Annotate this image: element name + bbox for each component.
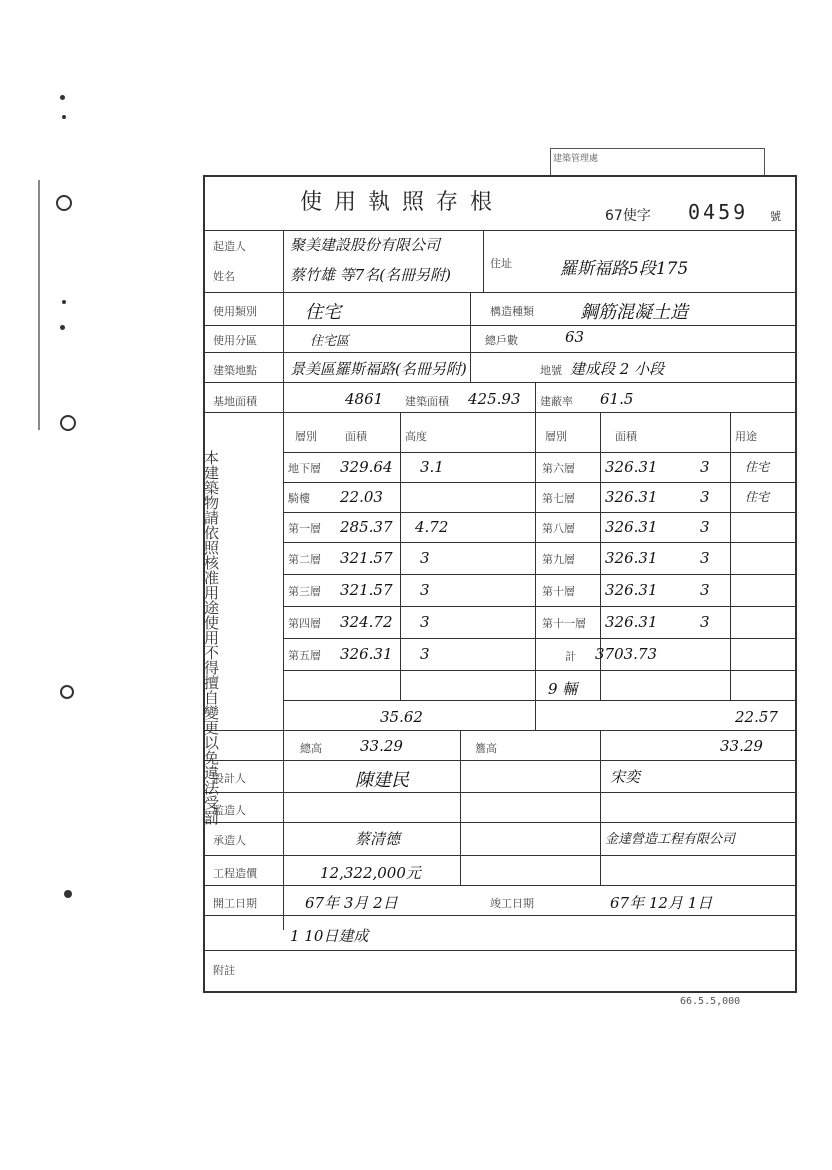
floor-row-height: 3 bbox=[420, 645, 430, 663]
total-label: 計 bbox=[565, 650, 576, 663]
scan-speck bbox=[56, 195, 72, 211]
floor-row-label: 第三層 bbox=[288, 585, 321, 598]
applicant-company: 聚美建設股份有限公司 bbox=[290, 236, 441, 254]
ratio-label: 建蔽率 bbox=[540, 395, 573, 408]
designer-name: 陳建民 bbox=[355, 770, 409, 791]
floor-row-area: 321.57 bbox=[340, 581, 393, 599]
scan-speck bbox=[60, 415, 76, 431]
eave-height-value: 33.29 bbox=[720, 737, 763, 755]
designer-label: 設計人 bbox=[213, 772, 246, 785]
parking-value: 9 輛 bbox=[548, 680, 578, 698]
floor-row-area: 326.31 bbox=[605, 488, 658, 506]
scan-speck bbox=[62, 300, 66, 304]
scan-edge-line bbox=[38, 180, 40, 430]
area-header-right: 面積 bbox=[615, 430, 637, 443]
floor-row-area: 326.31 bbox=[605, 581, 658, 599]
eave-height-label: 簷高 bbox=[475, 742, 497, 755]
floor-row-label: 第六層 bbox=[542, 462, 575, 475]
floor-row-label: 第二層 bbox=[288, 553, 321, 566]
designer-office: 宋奕 bbox=[610, 768, 641, 786]
floor-row-area: 324.72 bbox=[340, 613, 393, 631]
floor-row-use: 住宅 bbox=[745, 460, 770, 474]
completion-value: 67年 12月 1日 bbox=[610, 894, 713, 912]
contractor-label: 承造人 bbox=[213, 834, 246, 847]
total-height-label: 總高 bbox=[300, 742, 322, 755]
remarks-label: 附註 bbox=[213, 964, 235, 977]
floor-row-label: 第十層 bbox=[542, 585, 575, 598]
completion-label: 竣工日期 bbox=[490, 897, 534, 910]
cost-value: 12,322,000元 bbox=[320, 864, 421, 882]
floor-row-area: 326.31 bbox=[605, 458, 658, 476]
floor-row-area: 326.31 bbox=[605, 549, 658, 567]
footer-code: 66.5.5,000 bbox=[680, 996, 741, 1007]
location-label: 建築地點 bbox=[213, 364, 257, 377]
floor-row-area: 326.31 bbox=[605, 613, 658, 631]
scan-speck bbox=[60, 95, 65, 100]
floor-row-height: 3 bbox=[700, 549, 710, 567]
floor-row-label: 第九層 bbox=[542, 553, 575, 566]
zone-value: 住宅區 bbox=[310, 334, 350, 349]
floor-row-height: 3 bbox=[700, 613, 710, 631]
ratio-value: 61.5 bbox=[600, 390, 634, 408]
area-header: 面積 bbox=[345, 430, 367, 443]
floor-row-height: 3 bbox=[420, 613, 430, 631]
building-area-value: 425.93 bbox=[468, 390, 521, 408]
name-label: 姓名 bbox=[213, 270, 235, 283]
note-value: 1 10日建成 bbox=[290, 927, 369, 945]
start-date-value: 67年 3月 2日 bbox=[305, 894, 398, 912]
households-value: 63 bbox=[565, 328, 585, 346]
floor-row-area: 326.31 bbox=[340, 645, 393, 663]
floor-row-area: 321.57 bbox=[340, 549, 393, 567]
floor-header: 層別 bbox=[295, 430, 317, 443]
households-label: 總戶數 bbox=[485, 334, 518, 347]
floor-row-label: 第一層 bbox=[288, 522, 321, 535]
applicant-label: 起造人 bbox=[213, 240, 246, 253]
use-header-right: 用途 bbox=[735, 430, 757, 443]
approval-stamp bbox=[550, 148, 765, 176]
floor-row-height: 3 bbox=[420, 549, 430, 567]
land-use-value: 住宅 bbox=[305, 302, 341, 323]
land-use-label: 使用類別 bbox=[213, 305, 257, 318]
height-header: 高度 bbox=[405, 430, 427, 443]
zone-label: 使用分區 bbox=[213, 334, 257, 347]
floor-row-area: 285.37 bbox=[340, 518, 393, 536]
floor-row-height: 3 bbox=[700, 518, 710, 536]
scan-speck bbox=[62, 115, 66, 119]
start-date-label: 開工日期 bbox=[213, 897, 257, 910]
floor-row-height: 3.1 bbox=[420, 458, 444, 476]
contractor-name: 蔡清德 bbox=[355, 830, 401, 848]
floor-row-label: 第五層 bbox=[288, 649, 321, 662]
stamp-text: 建築管理處 bbox=[553, 154, 599, 164]
floor-row-label: 第十一層 bbox=[542, 617, 586, 630]
page-title: 使用執照存根 bbox=[300, 190, 505, 215]
floor-row-label: 第七層 bbox=[542, 492, 575, 505]
floor-row-height: 3 bbox=[700, 458, 710, 476]
floor-row-label: 第八層 bbox=[542, 522, 575, 535]
floor-row-area: 22.03 bbox=[340, 488, 383, 506]
floor-row-height: 4.72 bbox=[415, 518, 449, 536]
floor-row-area: 326.31 bbox=[605, 518, 658, 536]
supervisor-label: 監造人 bbox=[213, 804, 246, 817]
building-area-label: 建築面積 bbox=[405, 395, 449, 408]
floor-row-area: 329.64 bbox=[340, 458, 393, 476]
license-suffix: 號 bbox=[770, 210, 781, 223]
scan-speck bbox=[64, 890, 72, 898]
license-prefix: 67使字 bbox=[605, 208, 651, 224]
address-value: 羅斯福路5段175 bbox=[560, 259, 689, 279]
floor-row-label: 地下層 bbox=[288, 462, 321, 475]
floor-row-use: 住宅 bbox=[745, 490, 770, 504]
scan-speck bbox=[60, 685, 74, 699]
location-value: 景美區羅斯福路(名冊另附) bbox=[290, 360, 467, 378]
floor-row-height: 3 bbox=[700, 581, 710, 599]
building-type-label: 構造種類 bbox=[490, 305, 534, 318]
address-label: 住址 bbox=[490, 257, 512, 270]
area-value: 4861 bbox=[345, 390, 384, 408]
cost-label: 工程造價 bbox=[213, 867, 257, 880]
floor-row-height: 3 bbox=[700, 488, 710, 506]
total-value: 3703.73 bbox=[595, 645, 658, 663]
scan-speck bbox=[60, 325, 65, 330]
lot-value: 建成段 2 小段 bbox=[570, 360, 665, 378]
total-floor-area: 35.62 bbox=[380, 708, 423, 726]
floor-row-label: 第四層 bbox=[288, 617, 321, 630]
area-label: 基地面積 bbox=[213, 395, 257, 408]
floor-header-right: 層別 bbox=[545, 430, 567, 443]
total-height-value: 33.29 bbox=[360, 737, 403, 755]
license-number: 0459 bbox=[688, 200, 749, 224]
eave-area-value: 22.57 bbox=[735, 708, 778, 726]
contractor-company: 金達營造工程有限公司 bbox=[605, 832, 736, 847]
building-type-value: 鋼筋混凝土造 bbox=[580, 302, 688, 323]
floor-row-height: 3 bbox=[420, 581, 430, 599]
floor-row-label: 騎樓 bbox=[288, 492, 310, 505]
applicant-name: 蔡竹雄 等7名(名冊另附) bbox=[290, 266, 452, 284]
margin-note: 本建築物請依照核准用途使用不得擅自變更以免違法受罰 bbox=[202, 450, 220, 825]
lot-label: 地號 bbox=[540, 364, 562, 377]
